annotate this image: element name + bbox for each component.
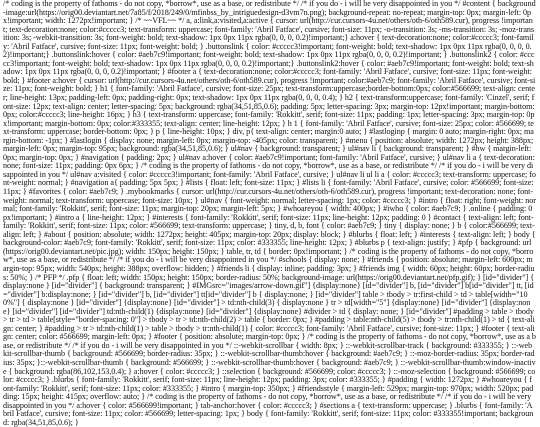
css-source-text: /* coding is the property of fathoms - do not copy, *borrow*, use as a base, or redistribute */ /* if you do - i will be very disappointed in you */ #content { background-image:url(https://orig00.deviantart.net/7a85/f/2018/249/0/mfinbss_by_intriguedesign-d3vm7n.png); background-repeat: no-repeat; margin-top: 0px; margin-left: 0px!important; width: 1272px!important; } /* ~~VFL~~ */ a, a:link,a:visited,a:active { cursor: url(http://cur.cursors-4u.net/others/oth-6/oth589.cur), progress !important; text-decoration:none; color:#ccccc3; text-transform: uppercase; font-family: 'Abril Fatface', cursive; font-size: 11px; -o-transition: 3s; -ms-transition: 3s; -moz-transition: 3s; -webkit-transition: 3s; font-weight: bold; text-shadow: 1px 0px 11px rgba(0, 0, 0, 0.2)!important;} a:hover { text-decoration:none; color:#ccccc3; font-family: 'Abril Fatface', cursive; font-size: 11px; font-weight: bold; } .buttonslink { color: #ccccc3!important; font-weight: bold; text-shadow: 1px 0px 11px rgba(0, 0, 0, 0.2)!important;} .buttonslink:hover { color: #aeb7c9!important; font-weight: bold; text-shadow: 1px 0px 11px rgba(0, 0, 0, 0.2)!important; } .buttonslink2 { color: #ccccc3!important; font-weight: bold; text-shadow: 1px 0px 11px rgba(0, 0, 0, 0.2)!important;} .buttonslink2:hover { color: #aeb7c9!important; font-weight: bold; text-shadow: 1px 0px 11px rgba(0, 0, 0, 0.2)!important; } #footer a { text-decoration:none; color:#ccccc3; font-family: 'Abril Fatface', cursive; font-size: 11px; font-weight: bold; } #footer a:hover { cursor: url(http://cur.cursors-4u.net/others/oth-6/oth589.cur), progress !important; color:#aeb7c9; font-family: 'Abril Fatface', cursive; font-size: 11px; font-weight: bold; } h1 { font-family: 'Abril Fatface', cursive; font-size: 25px; text-transform:uppercase;border-bottom:0px; color:#566699; text-align: center; line-height: 13px; padding-left: 0px; padding-right: 0px; text-shadow: 1px 0px 11px rgba(0, 0, 0, 0.4); } h2 { text-transform:uppercase; font-family: 'Cinzel', serif; font-size: 12px; text-align: center; letter-spacing: 5px; background: rgba(34,51,85,0.6); padding: 5px; letter-spacing: 3px; margin-top: 12px!important; margin-bottom: 0px; color:#ccccc3; line-height: 16px; } h3 { text-transform: uppercase; font-family: 'Rokkitt', serif; font-size: 11px; padding: 1px; letter-spacing: 3px; margin-top: 0px!important; margin-bottom: 0px; color:#333355; text-align: center; line-height: 12px; } h 1 { font-family: 'Abril Fatface', cursive; font-size: 25px; color: #566699; text-transform: uppercase; border-bottom: 0px; } p { line-height: 10px; } div, p{ text-align: center; margin:0 auto; } #lastloginp { margin: 0 auto; margin-right: 0px; margin-bottom: -1px; } #lastlogin { display: none; margin-left: 0px; margin-top: -405px; color: transparent; } #menu { position: absolute; width: 1272px; height: 388px; margin-left: 0px; margin-top: 95px; background: rgba(34,51,85,0.6); } ul#nav { background: transparent; } ul#nav li { background: transparent; } #hw { margin-left: 0px; margin-top: 0px; } #navigation { padding: 2px; } ul#nav a:hover { color: #aeb7c9!important; font-family: 'Abril Fatface', cursive; } ul#nav li a { text-decoration: none; font-size: 11px; padding: 0px 6px; } /* coding is the property of fathoms - do not copy, *borrow*, use as a base, or redistribute */ /* if you do - i will be very disappointed in you */ ul#nav a:visited { color: #ccccc3!important; font-family: 'Abril Fatface', cursive; } ul#nav li ul li a { color: #ccccc3; text-transform: uppercase; font-weight: normal; } #navigation a{ padding: 5px 5px; } #lists { float: left; font-size: 11px; } #lists li { font-family: 'Abril Fatface', cursive; color: #566699; font-size: 11px; } #favorites { color: #aeb7c9; } .mybookmarks { cursor: url(http://cur.cursors-4u.net/others/oth-6/oth589.cur), progress !important; text-decoration: none; font-weight: normal; text-transform: uppercase; font-size: 10px; } ul#nav { font-weight: normal; letter-spacing: 1px; color: #ccccc3; } #intro { float: right; font-weight: normal; font-family: 'Rokkitt', serif; font-size: 11px; margin-top: 20px; margin-left: 5px; } #whoareyou { width: 400px; } #iwho { color: #aeb7c9; } .online { padding: 0px!important; } #intro a { line-height: 12px; } #interests { font-family: 'Rokkitt', serif; font-size: 11px; line-height: 12px; padding: 0 } #contact { text-align: left; font-family: 'Rokkitt', serif; font-size: 11px; color: #566699; text-transform: uppercase; } tiny, d, b, font { color: #aeb7c9; } tiny { display: none; } b { color:#566699; text-align: left; } #about { position: absolute; width: 1272px; height: 405px; margin-top: 20px; display: block; } #blurbs { float: left; } #interests { text-align: left; } body { background-color: #aeb7c9; font-family: 'Rokkitt', serif; font-size: 11px; color: #333355; line-height: 12px; } #blurbs p { text-align: justify; } #pfp { background: url(https://orig00.deviantart.net/pic.jpg); width: 150px; height: 150px; } table, tr, td { border: 0px!important; } /* coding is the property of fathoms - do not copy, *borrow*, use as a base, or redistribute */ /* if you do - i will be very disappointed in you */ #schools { display: none; } #friends { position: absolute; margin-left: 600px; margin-top: 95px; width: 540px; height: 388px; overflow: hidden; } #friends li { display: inline; padding: 3px; } #friends img { width: 60px; height: 60px; border-radius: 50%; } /* PFP */ .pfp { float: left; width: 150px; height: 150px; border-radius: 50%; background-image: url(https://orig00.deviantart.net/pfp.gif); } [id="divider"] { display:none } [id="divider"] { background: transparent; } #IMGsrc="images/arrow-down.gif"] {display:none} [id="divider"] b, [id="divider"] b[id="divider"] tt, [id="divider"] b:display:none; } [id="divider"] b, [id="divider"] tt[id="divider"] b { display:none; } [id="divider"] table > tbody > tr:first-child > td > table[width="100%"] { display:none } [id="divider"] {display:none} [id="divider"] > td:nth-child(3) { display:none } tr > td[width="5"] {display:none} [id="divider"] {display:none} [id="divider"] [id="divider"] td:nth-child(1) {display:none} [id="divider"] {display:none} #divider > td { display: none; } [id="divider"] #padding > table > tbody > tr > td > table[style="border-spacing: 0"] > tbody > tr > td:nth-child(2) > table { border: 0px; } #padding > table:nth-child(5) > tbody > tr:nth-child(1) > td { text-align: center; } #padding > tr > td:nth-child(1) > table > tbody > tr:nth-child(1) { color: #ccccc3; font-family: 'Abril Fatface', cursive; font-size: 11px; } #footer { text-align: center; color: #566699; margin-left: 0px; } #footer { position: absolute; margin-top: 0px; } /* coding is the property of fathoms - do not copy, *borrow*, use as a base, or redistribute */ /* if you do - i will be very disappointed in you */ ::-webkit-scrollbar { width: 8px; } ::-webkit-scrollbar-track { background: #333355; } ::-webkit-scrollbar-thumb { background: #566699; border-radius: 35px; } ::-webkit-scrollbar-thumb:hover { background: #aeb7c9; } ::-moz-border-radius: 35px; border-radius: 35px; }::-webkit-scrollbar-thumb { background: #566699; } ::-webkit-scrollbar-thumb:hover { background: #aeb7c9; } ::-webkit-scrollbar-thumb:window-inactive { background: rgba(86,102,153,0.4); } a:hover { color: #ccccc3; } ::selection { background: #566699; color: #ccccc3; } ::-moz-selection { background: #566699; color: #ccccc3; } .blurbs { font-family: 'Rokkitt', serif; font-size: 11px; line-height: 12px; padding: 3px; color: #333355; } #padding { width: 1272px; } #whoareyou { font-family: 'Rokkitt', serif; font-size: 11px; color: #333355; } #intro { margin-top: 350px; } #friendsstyle { margin-left: 529px; margin-top: 970px; width: 520px; padding: 15px; height: 415px; overflow: auto; } /* coding is the property of fathoms - do not copy, *borrow*, use as a base, or redistribute */ /* if you do - i will be very disappointed in you */ a:hover { color: #566699!important; } tab-anchor:hover { color: #ccccc3; } #sections a { text-transform: uppercase; } .blurbs { font-family: 'Abril Fatface', cursive; font-size: 11px; color: #566699; letter-spacing: 1px; } body { font-family: 'Rokkitt', serif; font-size: 11px; color: #333355!important; background: rgba(34,51,85,0.6); } <box>3 0 538 427</box>
